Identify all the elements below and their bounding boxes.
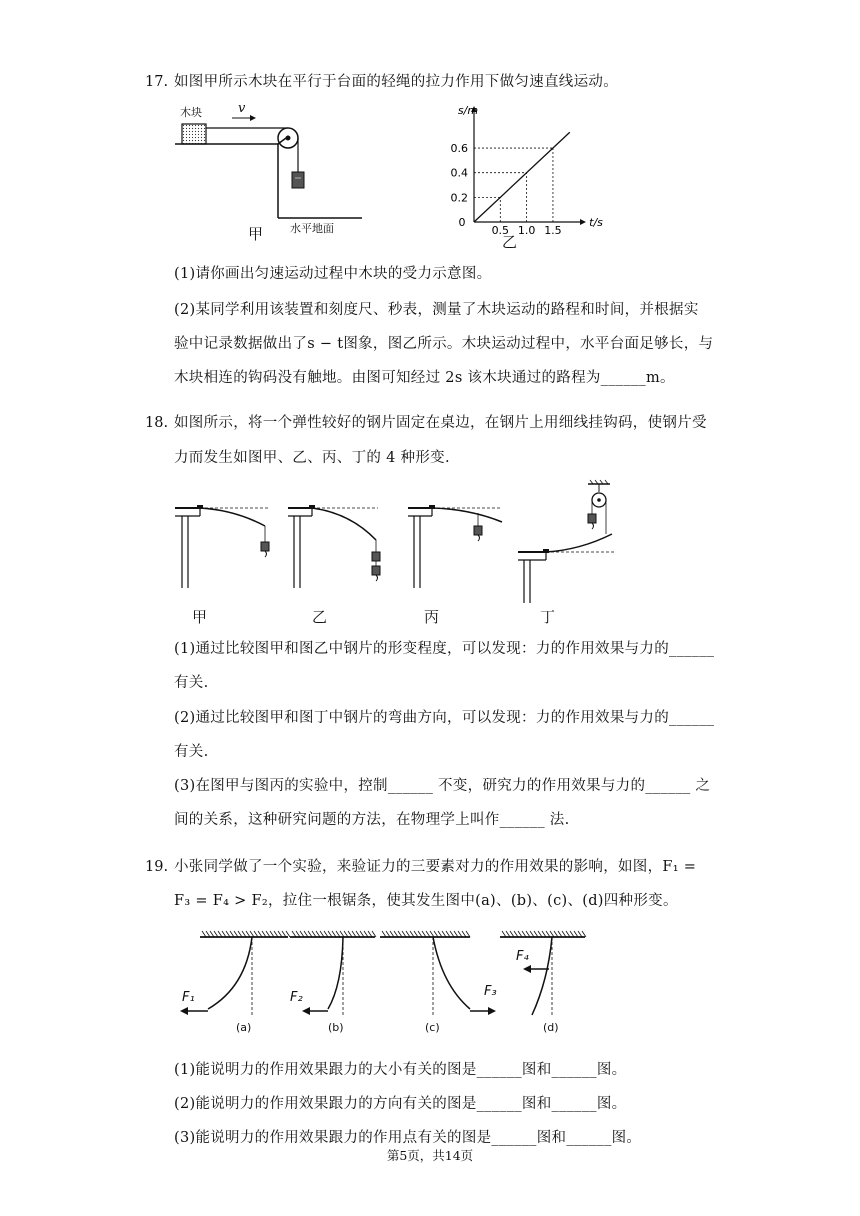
ceiling-hatch <box>344 931 348 937</box>
q18-sub3-line2: 间的关系，这种研究问题的方法，在物理学上叫作______ 法. <box>174 812 570 828</box>
x-tick-label: 1.5 <box>544 224 562 237</box>
question-19-line1: 小张同学做了一个实验，来验证力的三要素对力的作用效果的影响，如图，F₁ = <box>174 859 697 875</box>
ceiling-hatch <box>250 931 254 937</box>
ceiling-hatch <box>328 931 332 937</box>
ceiling-hatch <box>296 931 300 937</box>
ceiling-hatch <box>514 931 518 937</box>
ceiling-hatch <box>282 931 286 937</box>
ceiling-hatch <box>360 931 364 937</box>
ceiling-hatch <box>292 931 296 937</box>
ceiling-hatch <box>398 931 402 937</box>
ceiling-hatch <box>526 931 530 937</box>
velocity-label: v <box>238 101 246 116</box>
q18-caption-ding: 丁 <box>540 608 556 626</box>
ceiling-hatch <box>426 931 430 937</box>
ceiling-hatch <box>466 931 470 937</box>
ceiling-hatch <box>582 931 586 937</box>
figure-yi-chart <box>440 104 603 254</box>
ceiling-hatch <box>286 931 290 937</box>
ceiling-hatch <box>242 931 246 937</box>
ceiling-hatch <box>550 931 554 937</box>
st-chart-svg <box>440 104 603 254</box>
q18-sub2-line1: (2)通过比较图甲和图丁中钢片的弯曲方向，可以发现：力的作用效果与力的______ <box>174 710 715 726</box>
ceiling-hatch <box>368 931 372 937</box>
ceiling-hatch <box>336 931 340 937</box>
figure-jia-drawing <box>170 100 370 245</box>
ceiling-hatch <box>312 931 316 937</box>
ceiling-hatch <box>206 931 210 937</box>
figure-jia <box>170 100 370 245</box>
ceiling-hatch <box>348 931 352 937</box>
origin-label: 0 <box>458 216 466 229</box>
question-19-line2: F₃ = F₄ > F₂，拉住一根锯条，使其发生图中(a)、(b)、(c)、(d)四种形变。 <box>174 893 678 909</box>
ceiling-hatch <box>234 931 238 937</box>
x-tick-label: 1.0 <box>517 224 536 237</box>
ceiling-hatch <box>406 931 410 937</box>
q19-caption-d: (d) <box>543 1021 559 1034</box>
fig-ding-steel <box>518 480 615 603</box>
q18-sub1-line1: (1)通过比较图甲和图乙中钢片的形变程度，可以发现：力的作用效果与力的______ <box>174 641 715 657</box>
ceiling-hatch <box>202 931 206 937</box>
ceiling-hatch <box>258 931 262 937</box>
q18-sub1-line2: 有关. <box>174 675 209 691</box>
ceiling-hatch <box>558 931 562 937</box>
q19-caption-c: (c) <box>425 1021 440 1034</box>
ceiling-hatch <box>546 931 550 937</box>
q19-sub3: (3)能说明力的作用效果跟力的作用点有关的图是______图和______图。 <box>174 1130 642 1146</box>
q18-caption-jia: 甲 <box>192 608 208 626</box>
ceiling-hatch <box>382 931 386 937</box>
ceiling-hatch <box>390 931 394 937</box>
ceiling-hatch <box>578 931 582 937</box>
ceiling-hatch <box>308 931 312 937</box>
ceiling-hatch <box>230 931 234 937</box>
y-tick-label: 0.4 <box>450 166 468 180</box>
ceiling-hatch <box>364 931 368 937</box>
ceiling-hatch <box>304 931 308 937</box>
x-tick-label: 0.5 <box>491 224 510 237</box>
ceiling-hatch <box>340 931 344 937</box>
ceiling-hatch <box>434 931 438 937</box>
q17-sub2-line2: 验中记录数据做出了s − t图象，图乙所示。木块运动过程中，水平台面足够长，与 <box>174 336 714 352</box>
x-axis-label: t/s <box>589 216 603 229</box>
ceiling-hatch <box>254 931 258 937</box>
q17-sub2-line1: (2)某同学利用该装置和刻度尺、秒表，测量了木块运动的路程和时间，并根据实 <box>174 302 699 318</box>
question-18-line2: 力而发生如图甲、乙、丙、丁的 4 种形变. <box>174 450 450 466</box>
ceiling-hatch <box>422 931 426 937</box>
ceiling-hatch <box>238 931 242 937</box>
fig-bing-steel <box>408 505 502 588</box>
q17-sub1: (1)请你画出匀速运动过程中木块的受力示意图。 <box>174 266 492 282</box>
page-footer: 第5页，共14页 <box>386 1148 474 1163</box>
q19-sub2: (2)能说明力的作用效果跟力的方向有关的图是______图和______图。 <box>174 1096 627 1112</box>
ceiling-hatch <box>320 931 324 937</box>
ceiling-hatch <box>562 931 566 937</box>
q19-caption-b: (b) <box>328 1021 344 1034</box>
ceiling-hatch <box>570 931 574 937</box>
steel-strip-figures <box>170 478 630 618</box>
force-label-f2: F₂ <box>290 990 303 1005</box>
y-tick-label: 0.6 <box>450 142 468 156</box>
force-label-f4: F₄ <box>516 949 529 964</box>
q18-sub2-line2: 有关. <box>174 744 209 760</box>
ceiling-hatch <box>554 931 558 937</box>
ceiling-hatch <box>210 931 214 937</box>
question-18-line1: 如图所示，将一个弹性较好的钢片固定在桌边，在钢片上用细线挂钩码，使钢片受 <box>174 415 707 431</box>
ceiling-hatch <box>352 931 356 937</box>
ceiling-hatch <box>538 931 542 937</box>
ceiling-hatch <box>534 931 538 937</box>
ceiling-hatch <box>226 931 230 937</box>
ceiling-hatch <box>542 931 546 937</box>
ceiling-hatch <box>438 931 442 937</box>
ceiling-hatch <box>518 931 522 937</box>
force-label-f3: F₃ <box>484 984 497 999</box>
fig-yi-steel <box>288 505 380 588</box>
ceiling-hatch <box>418 931 422 937</box>
q19-caption-a: (a) <box>236 1021 252 1034</box>
ceiling-hatch <box>442 931 446 937</box>
q19-sub1: (1)能说明力的作用效果跟力的大小有关的图是______图和______图。 <box>174 1062 627 1078</box>
q18-caption-yi: 乙 <box>312 608 328 626</box>
ceiling-hatch <box>316 931 320 937</box>
question-number-18: 18. <box>145 415 169 431</box>
ceiling-hatch <box>402 931 406 937</box>
ceiling-hatch <box>510 931 514 937</box>
y-tick-label: 0.2 <box>450 191 468 205</box>
q18-sub3-line1: (3)在图甲与图丙的实验中，控制______ 不变，研究力的作用效果与力的______ 之 <box>174 778 711 794</box>
ceiling-hatch <box>278 931 282 937</box>
q18-caption-bing: 丙 <box>424 608 440 626</box>
question-number-17: 17. <box>145 74 169 90</box>
ceiling-hatch <box>270 931 274 937</box>
ceiling-hatch <box>218 931 222 937</box>
ceiling-hatch <box>372 931 376 937</box>
ceiling-hatch <box>222 931 226 937</box>
ceiling-hatch <box>506 931 510 937</box>
x-axis-arrow <box>580 219 586 225</box>
ceiling-hatch <box>530 931 534 937</box>
ceiling-hatch <box>214 931 218 937</box>
ceiling-hatch <box>246 931 250 937</box>
ceiling-hatch <box>266 931 270 937</box>
ceiling-hatch <box>274 931 278 937</box>
ceiling-hatch <box>414 931 418 937</box>
ceiling-hatch <box>502 931 506 937</box>
ceiling-hatch <box>458 931 462 937</box>
question-number-19: 19. <box>145 859 169 875</box>
ceiling-hatch <box>324 931 328 937</box>
q17-sub2-line3: 木块相连的钩码没有触地。由图可知经过 2s 该木块通过的路程为______m。 <box>174 370 675 386</box>
ceiling-hatch <box>410 931 414 937</box>
figure-yi-caption: 乙 <box>502 233 518 251</box>
ceiling-hatch <box>262 931 266 937</box>
ceiling-hatch <box>386 931 390 937</box>
ground-label: 水平地面 <box>290 222 334 235</box>
ceiling-hatch <box>332 931 336 937</box>
series-line <box>474 132 570 222</box>
ceiling-hatch <box>574 931 578 937</box>
ceiling-hatch <box>394 931 398 937</box>
ceiling-hatch <box>446 931 450 937</box>
ceiling-hatch <box>430 931 434 937</box>
question-17-text: 如图甲所示木块在平行于台面的轻绳的拉力作用下做匀速直线运动。 <box>174 74 618 90</box>
figure-jia-caption: 甲 <box>248 225 264 243</box>
ceiling-hatch <box>522 931 526 937</box>
ceiling-hatch <box>450 931 454 937</box>
force-label-f1: F₁ <box>182 990 195 1005</box>
ceiling-hatch <box>462 931 466 937</box>
ceiling-hatch <box>454 931 458 937</box>
ceiling-hatch <box>356 931 360 937</box>
y-axis-label: s/m <box>457 104 479 117</box>
block-label: 木块 <box>180 106 202 119</box>
ceiling-hatch <box>300 931 304 937</box>
fig-jia-steel <box>175 505 269 588</box>
ceiling-hatch <box>566 931 570 937</box>
